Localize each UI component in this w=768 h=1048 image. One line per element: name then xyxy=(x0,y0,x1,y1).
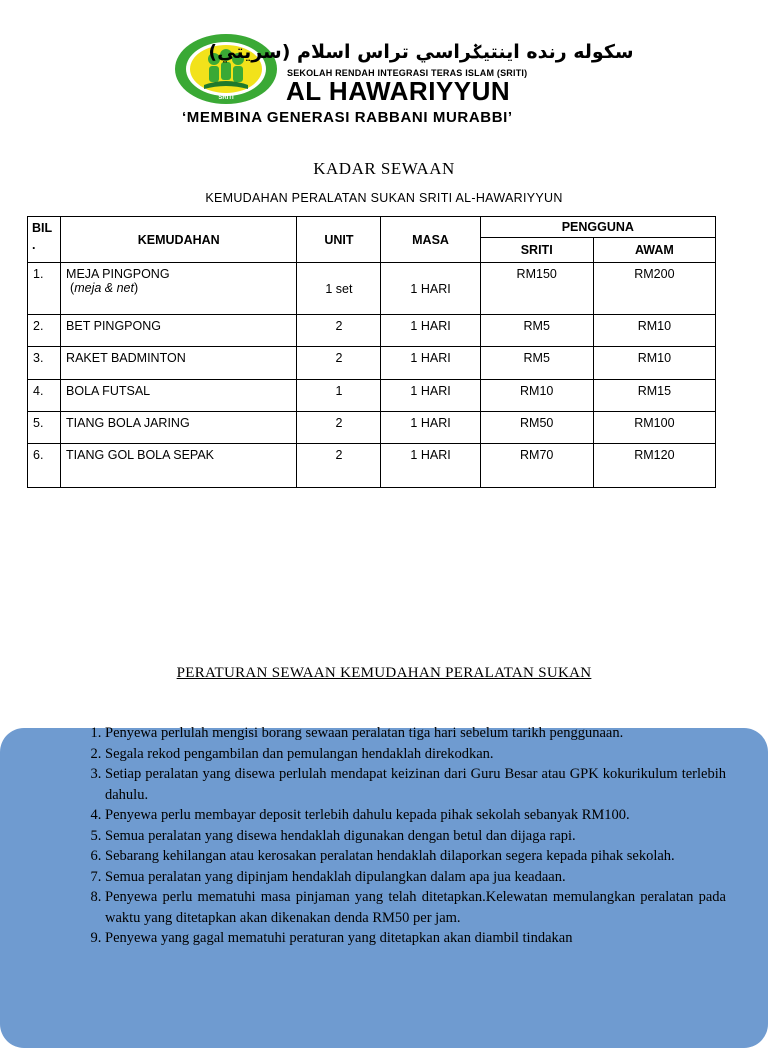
page-title: KADAR SEWAAN xyxy=(313,159,455,178)
jawi-school-name xyxy=(208,36,634,66)
jawi-text: سكوله رنده اينتيݢراسي تراس اسلام (سريتي) xyxy=(208,41,634,63)
cell-awam: RM200 xyxy=(593,263,715,315)
school-full-name: SEKOLAH RENDAH INTEGRASI TERAS ISLAM (SRITI) xyxy=(287,68,528,78)
rental-rates-table xyxy=(27,216,716,488)
cell-bil: 5. xyxy=(28,412,61,444)
cell-bil: 3. xyxy=(28,347,61,380)
table-row xyxy=(28,380,716,412)
cell-awam: RM100 xyxy=(593,412,715,444)
cell-awam: RM10 xyxy=(593,347,715,380)
cell-note: meja & net xyxy=(74,281,134,295)
cell-sriti: RM10 xyxy=(480,380,593,412)
logo-label: SRITI xyxy=(218,95,234,101)
cell-unit: 1 xyxy=(297,380,381,412)
cell-masa: 1 HARI xyxy=(381,263,480,315)
cell-masa: 1 HARI xyxy=(381,347,480,380)
school-name: AL HAWARIYYUN xyxy=(286,76,511,106)
list-item: 6. Sebarang kehilangan atau kerosakan peralatan hendaklah dilaporkan segera kepada pihak sekolah. xyxy=(105,846,726,867)
header-pengguna: PENGGUNA xyxy=(480,217,715,238)
cell-awam: RM10 xyxy=(593,315,715,347)
list-item: 3. Setiap peralatan yang disewa perlulah mendapat keizinan dari Guru Besar atau GPK kokurikulum terlebih dahulu. xyxy=(105,764,726,805)
list-item: 1. Penyewa perlulah mengisi borang sewaan peralatan tiga hari sebelum tarikh penggunaan. xyxy=(105,723,726,744)
header-bil: BIL . xyxy=(28,217,61,263)
cell-masa: 1 HARI xyxy=(381,444,480,488)
school-header xyxy=(0,0,768,140)
table-row xyxy=(28,347,716,380)
table-row xyxy=(28,444,716,488)
cell-kemudahan: TIANG GOL BOLA SEPAK xyxy=(61,444,297,488)
cell-kemudahan: RAKET BADMINTON xyxy=(61,347,297,380)
cell-kemudahan: BET PINGPONG xyxy=(61,315,297,347)
cell-masa: 1 HARI xyxy=(381,380,480,412)
cell-bil: 6. xyxy=(28,444,61,488)
cell-bil: 2. xyxy=(28,315,61,347)
cell-sriti: RM50 xyxy=(480,412,593,444)
list-item: 9. Penyewa yang gagal mematuhi peraturan yang ditetapkan akan diambil tindakan xyxy=(105,928,726,949)
cell-kemudahan: MEJA PINGPONG (meja & net) xyxy=(61,263,297,315)
table-header-row xyxy=(28,217,716,238)
header-sriti: SRITI xyxy=(480,238,593,263)
rules-title: PERATURAN SEWAAN KEMUDAHAN PERALATAN SUKAN xyxy=(176,665,592,681)
cell-sriti: RM70 xyxy=(480,444,593,488)
cell-masa: 1 HARI xyxy=(381,412,480,444)
cell-unit: 1 set xyxy=(297,263,381,315)
cell-sriti: RM150 xyxy=(480,263,593,315)
list-item: 5. Semua peralatan yang disewa hendaklah digunakan dengan betul dan dijaga rapi. xyxy=(105,826,726,847)
cell-kemudahan: TIANG BOLA JARING xyxy=(61,412,297,444)
header-kemudahan: KEMUDAHAN xyxy=(61,217,297,263)
table-row xyxy=(28,315,716,347)
cell-awam: RM15 xyxy=(593,380,715,412)
cell-unit: 2 xyxy=(297,347,381,380)
list-item: 8. Penyewa perlu mematuhi masa pinjaman yang telah ditetapkan.Kelewatan memulangkan peralatan pada waktu yang ditetapkan akan dikenakan denda RM50 per jam. xyxy=(105,887,726,928)
cell-sriti: RM5 xyxy=(480,347,593,380)
rules-list xyxy=(76,723,726,949)
cell-sriti: RM5 xyxy=(480,315,593,347)
cell-unit: 2 xyxy=(297,444,381,488)
header-masa: MASA xyxy=(381,217,480,263)
list-item: 4. Penyewa perlu membayar deposit terlebih dahulu kepada pihak sekolah sebanyak RM100. xyxy=(105,805,726,826)
list-item: 2. Segala rekod pengambilan dan pemulangan hendaklah direkodkan. xyxy=(105,744,726,765)
cell-unit: 2 xyxy=(297,315,381,347)
cell-masa: 1 HARI xyxy=(381,315,480,347)
cell-bil: 4. xyxy=(28,380,61,412)
header-awam: AWAM xyxy=(593,238,715,263)
header-unit: UNIT xyxy=(297,217,381,263)
page-subtitle: KEMUDAHAN PERALATAN SUKAN SRITI AL-HAWARIYYUN xyxy=(205,191,563,205)
table-row xyxy=(28,412,716,444)
school-motto: ‘MEMBINA GENERASI RABBANI MURABBI’ xyxy=(182,109,513,126)
cell-bil: 1. xyxy=(28,263,61,315)
table-row xyxy=(28,263,716,315)
cell-unit: 2 xyxy=(297,412,381,444)
list-item: 7. Semua peralatan yang dipinjam hendaklah dipulangkan dalam apa jua keadaan. xyxy=(105,867,726,888)
cell-kemudahan: BOLA FUTSAL xyxy=(61,380,297,412)
cell-awam: RM120 xyxy=(593,444,715,488)
